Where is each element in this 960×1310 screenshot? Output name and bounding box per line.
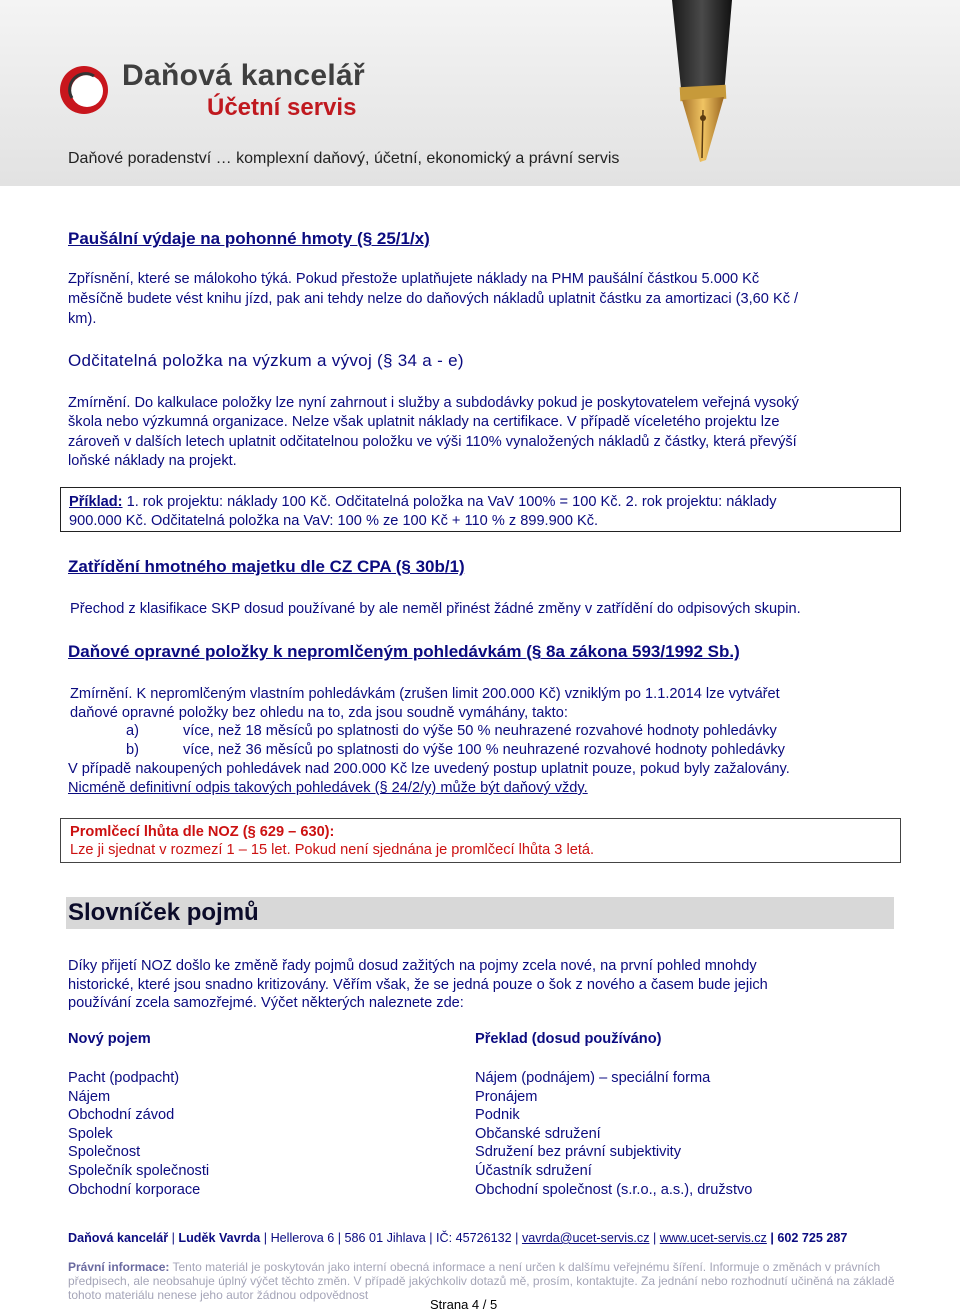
page-header — [0, 0, 960, 186]
paragraph-receivables-line-3: V případě nakoupených pohledávek nad 200.000 Kč lze uvedený postup uplatnit pouze, pokud byly zažalovány. — [68, 761, 790, 777]
glossary-new-term: Společník společnosti — [68, 1162, 210, 1179]
footer-web-link[interactable]: www.ucet-servis.cz — [659, 1231, 767, 1245]
paragraph-fuel-line-2: měsíčně budete vést knihu jízd, pak ani tehdy nelze do daňových nákladů uplatnit částku za amortizaci (3,60 Kč / — [68, 291, 799, 307]
example-text-1: 1. rok projektu: náklady 100 Kč. Odčitatelná položka na VaV 100% = 100 Kč. 2. rok projektu: náklady — [122, 494, 777, 510]
limitation-text: Lze ji sjednat v rozmezí 1 – 15 let. Pokud není sjednána je promlčecí lhůta 3 letá. — [70, 842, 595, 858]
paragraph-receivables-line-2: daňové opravné položky bez ohledu na to, zda jsou soudně vymáhány, takto: — [70, 705, 568, 721]
example-label: Příklad: — [69, 494, 123, 510]
section-heading-fuel: Paušální výdaje na pohonné hmoty (§ 25/1/x) — [68, 229, 430, 248]
glossary-new-terms — [68, 1069, 209, 1199]
footer-sep: | — [649, 1231, 660, 1245]
example-line-2: 900.000 Kč. Odčitatelná položka na VaV: 100 % ze 100 Kč + 110 % z 899.900 Kč. — [69, 513, 599, 529]
glossary-intro-line-1: Díky přijetí NOZ došlo ke změně řady pojmů dosud zažitých na pojmy zcela nové, na první pohled mnohdy — [68, 958, 757, 974]
logo-mark-icon — [58, 64, 110, 116]
example-box — [60, 487, 901, 532]
limitation-box — [60, 818, 901, 863]
glossary-old-term: Pronájem — [475, 1088, 538, 1105]
paragraph-fuel-line-3: km). — [68, 311, 97, 327]
header-tagline: Daňové poradenství … komplexní daňový, účetní, ekonomický a právní servis — [68, 150, 620, 167]
paragraph-research-line-3: zároveň v dalších letech uplatnit odčitatelnou položku ve výši 110% vynaložených nákladů z částky, která převýší — [68, 434, 797, 450]
glossary-old-term: Účastník sdružení — [475, 1162, 592, 1179]
glossary-new-term: Společnost — [68, 1144, 141, 1161]
brand-name: Daňová kancelář — [122, 59, 365, 92]
glossary-new-term: Pacht (podpacht) — [68, 1070, 180, 1086]
glossary-old-term: Občanské sdružení — [475, 1125, 601, 1142]
list-marker-b: b) — [126, 742, 139, 758]
glossary-old-terms — [475, 1069, 752, 1199]
list-marker-a: a) — [126, 723, 139, 739]
paragraph-research-line-1: Zmírnění. Do kalkulace položky lze nyní zahrnout i služby a subdodávky pokud je poskytovatelem veřejná vysoký — [68, 395, 799, 411]
footer-company: Daňová kancelář — [68, 1231, 169, 1245]
section-heading-research: Odčitatelná položka na výzkum a vývoj (§ 34 a - e) — [68, 351, 464, 370]
glossary-old-term: Nájem (podnájem) – speciální forma — [475, 1070, 711, 1086]
glossary-heading: Slovníček pojmů — [68, 899, 259, 926]
list-item-b: více, než 36 měsíců po splatnosti do výše 100 % neuhrazené rozvahové hodnoty pohledávky — [183, 742, 785, 758]
footer-legal — [68, 1260, 898, 1302]
glossary-new-term: Nájem — [68, 1088, 111, 1105]
glossary-intro-line-2: historické, které jsou snadno kritizovány. Věřím však, že se jedná pouze o šok z nového a časem bude jejich — [68, 977, 768, 993]
glossary-intro-line-3: používání zcela samozřejmé. Výčet některých naleznete zde: — [68, 995, 464, 1011]
section-heading-receivables: Daňové opravné položky k nepromlčeným pohledávkám (§ 8a zákona 593/1992 Sb.) — [68, 642, 740, 661]
list-item-a: více, než 18 měsíců po splatnosti do výše 50 % neuhrazené rozvahové hodnoty pohledávky — [183, 723, 777, 739]
paragraph-cz-cpa: Přechod z klasifikace SKP dosud používané by ale neměl přinést žádné změny v zatřídění do odpisových skupin. — [70, 601, 801, 617]
legal-label: Právní informace: — [68, 1260, 170, 1274]
page-number: Strana 4 / 5 — [430, 1297, 498, 1310]
legal-text: Tento materiál je poskytován jako interní obecná informace a není určen k dalšímu veřejnému šíření. Informuje o změnách v právních předpisech, ale neobsahuje úplný výčet těchto změn. V případě jakýchkoliv dotazů mě, prosím, kontaktujte. Za jednání nebo rozhodnutí učiněná na základě tohoto materiálu nenese jeho autor žádnou odpovědnost — [68, 1260, 895, 1302]
glossary-new-term: Spolek — [68, 1125, 113, 1142]
glossary-old-term: Sdružení bez právní subjektivity — [475, 1144, 682, 1161]
example-line-1 — [69, 493, 892, 513]
footer-address: Hellerova 6 | 586 01 Jihlava | IČ: 45726132 | — [270, 1231, 522, 1245]
footer-contact: Daňová kancelář | Luděk Vavrda | Hellerova 6 | 586 01 Jihlava | IČ: 45726132 | vavrda@ucet-servis.cz | www.ucet-servis.cz | 602 725 287 — [68, 1231, 848, 1245]
brand-subtitle: Účetní servis — [207, 94, 357, 121]
glossary-old-term: Podnik — [475, 1107, 520, 1124]
fountain-pen-icon — [640, 0, 790, 186]
paragraph-receivables-line-4: Nicméně definitivní odpis takových pohledávek (§ 24/2/y) může být daňový vždy. — [68, 780, 588, 796]
glossary-col-old: Překlad (dosud používáno) — [475, 1031, 662, 1047]
paragraph-research-line-2: škola nebo výzkumná organizace. Nelze však uplatnit náklady na certifikace. V případě víceletého projektu lze — [68, 414, 780, 430]
section-heading-cz-cpa: Zatřídění hmotného majetku dle CZ CPA (§ 30b/1) — [68, 557, 465, 576]
footer-phone: | 602 725 287 — [766, 1231, 848, 1245]
limitation-title: Promlčecí lhůta dle NOZ (§ 629 – 630): — [70, 824, 335, 840]
footer-person: Luděk Vavrda — [178, 1231, 261, 1245]
paragraph-receivables-line-1: Zmírnění. K nepromlčeným vlastním pohledávkám (zrušen limit 200.000 Kč) vzniklým po 1.1.2014 lze vytvářet — [70, 686, 780, 702]
glossary-new-term: Obchodní korporace — [68, 1181, 201, 1198]
paragraph-research-line-4: loňské náklady na projekt. — [68, 453, 237, 469]
glossary-old-term: Obchodní společnost (s.r.o., a.s.), družstvo — [475, 1181, 753, 1198]
footer-email-link[interactable]: vavrda@ucet-servis.cz — [521, 1231, 650, 1245]
glossary-col-new: Nový pojem — [68, 1031, 151, 1047]
glossary-heading-bar — [66, 897, 894, 929]
glossary-new-term: Obchodní závod — [68, 1107, 175, 1124]
paragraph-fuel-line-1: Zpřísnění, které se málokoho týká. Pokud přestože uplatňujete náklady na PHM paušální částkou 5.000 Kč — [68, 271, 760, 287]
